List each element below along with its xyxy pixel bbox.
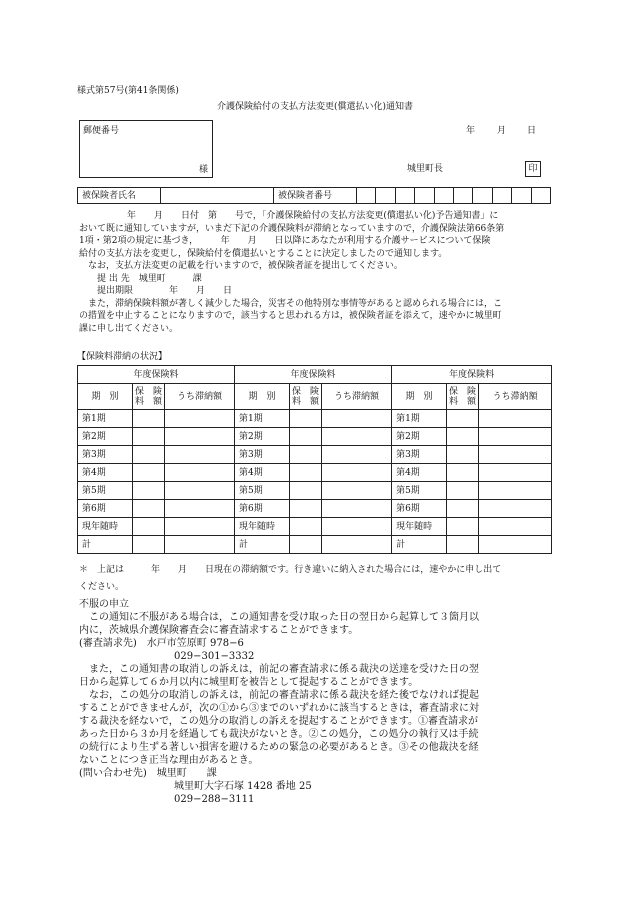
premium-cell xyxy=(133,536,165,554)
table-row xyxy=(78,536,552,554)
arrears-cell xyxy=(165,464,235,482)
premium-cell xyxy=(447,464,479,482)
premium-cell xyxy=(133,464,165,482)
appeal-line: 日から起算して６か月以内に城里町を被告として提起することができます。 xyxy=(79,677,419,688)
appeal-line: この通知に不服がある場合は，この通知書を受け取った日の翌日から起算して３箇月以 xyxy=(89,612,479,623)
col-premium-bottom: 料 額 xyxy=(449,396,477,407)
body-line: また，滞納保険料額が著しく減少した場合，災害その他特別な事情等があると認められる場合には，こ xyxy=(88,298,503,309)
table-row xyxy=(78,518,552,536)
col-premium xyxy=(447,384,479,410)
col-premium-top: 保 険 xyxy=(449,386,477,397)
note-line: ください。 xyxy=(79,581,125,592)
period-label: 第2期 xyxy=(392,428,447,446)
submit-to: 提 出 先 城里町 課 xyxy=(97,273,202,284)
insured-digit xyxy=(492,188,511,204)
col-premium-top: 保 険 xyxy=(292,386,320,397)
body-line: おいて既に通知していますが，いまだ下記の介護保険料が滞納となっていますので，介護保険法第66条第 xyxy=(79,223,505,234)
arrears-cell xyxy=(322,464,392,482)
arrears-cell xyxy=(322,446,392,464)
col-arrears: うち滞納額 xyxy=(165,384,235,410)
inquiry-label: (問い合わせ先) 城里町 課 xyxy=(79,768,217,779)
insured-table xyxy=(77,187,551,204)
premium-cell xyxy=(290,536,322,554)
appeal-destination: (審査請求先) 水戸市笠原町 978−6 xyxy=(79,638,244,649)
address-box xyxy=(79,120,213,178)
col-premium-top: 保 険 xyxy=(134,386,162,397)
arrears-cell xyxy=(322,536,392,554)
appeal-heading: 不服の申立 xyxy=(79,599,129,610)
insured-digit xyxy=(376,188,395,204)
document-title: 介護保険給付の支払方法変更(償還払い化)通知書 xyxy=(216,102,414,112)
arrears-cell xyxy=(165,500,235,518)
period-label: 計 xyxy=(78,536,133,554)
body-line: なお，支払方法変更の記載を行いますので，被保険者証を提出してください。 xyxy=(88,261,403,271)
note-text xyxy=(79,564,559,593)
premium-cell xyxy=(447,536,479,554)
arrears-cell xyxy=(322,482,392,500)
period-label: 第6期 xyxy=(392,500,447,518)
form-number: 様式第57号(第41条関係) xyxy=(77,86,179,96)
period-label: 第6期 xyxy=(78,500,133,518)
insured-digit xyxy=(512,188,531,204)
premium-cell xyxy=(290,464,322,482)
col-premium-bottom: 料 額 xyxy=(292,396,320,407)
arrears-cell xyxy=(322,518,392,536)
arrears-cell xyxy=(479,536,552,554)
table-row xyxy=(78,428,552,446)
appeal-section xyxy=(79,598,559,806)
appeal-line: する裁決を経ないで，この処分の取消しの訴えを提起することができます。①審査請求が xyxy=(79,716,478,727)
inquiry-address: 城里町大字石塚 1428 番地 25 xyxy=(174,781,312,792)
premium-cell xyxy=(133,518,165,536)
arrears-cell xyxy=(322,428,392,446)
inquiry-phone: 029−288−3111 xyxy=(174,794,255,805)
period-label: 第4期 xyxy=(392,464,447,482)
arrears-cell xyxy=(165,428,235,446)
body-line: 給付の支払方法を変更し，保険給付を償還払いとすることに決定しましたので通知します。 xyxy=(79,248,448,259)
year-header: 年度保険料 xyxy=(392,366,552,384)
insured-name-cell xyxy=(161,188,274,204)
year-header: 年度保険料 xyxy=(235,366,392,384)
premium-cell xyxy=(290,500,322,518)
status-title: 【保険料滞納の状況】 xyxy=(77,352,168,362)
appeal-line: 内に，茨城県介護保険審査会に審査請求することができます。 xyxy=(79,625,359,636)
appeal-line: ないことにつき正当な理由があるとき。 xyxy=(79,755,259,766)
insured-digit xyxy=(434,188,453,204)
premium-cell xyxy=(447,500,479,518)
sama-label: 様 xyxy=(198,164,208,175)
arrears-cell xyxy=(165,446,235,464)
table-row xyxy=(78,482,552,500)
arrears-cell xyxy=(165,536,235,554)
period-label: 第1期 xyxy=(78,410,133,428)
premium-cell xyxy=(133,428,165,446)
premium-cell xyxy=(133,500,165,518)
arrears-cell xyxy=(165,482,235,500)
premium-cell xyxy=(290,428,322,446)
insured-digit xyxy=(395,188,414,204)
period-label: 計 xyxy=(392,536,447,554)
arrears-cell xyxy=(322,410,392,428)
period-label: 第1期 xyxy=(235,410,290,428)
period-label: 第3期 xyxy=(392,446,447,464)
col-premium xyxy=(290,384,322,410)
col-premium xyxy=(133,384,165,410)
premium-cell xyxy=(133,482,165,500)
arrears-cell xyxy=(479,482,552,500)
col-arrears: うち滞納額 xyxy=(322,384,392,410)
period-label: 計 xyxy=(235,536,290,554)
arrears-cell xyxy=(479,464,552,482)
arrears-cell xyxy=(479,500,552,518)
period-label: 第6期 xyxy=(235,500,290,518)
period-label: 第2期 xyxy=(78,428,133,446)
premium-cell xyxy=(447,482,479,500)
body-line: の措置を中止することになりますので，該当すると思われる方は，被保険者証を添えて，速やかに城里町 xyxy=(79,311,502,321)
col-period: 期 別 xyxy=(78,384,133,410)
arrears-cell xyxy=(479,428,552,446)
postal-label: 郵便番号 xyxy=(83,126,120,136)
period-label: 第3期 xyxy=(78,446,133,464)
period-label: 第5期 xyxy=(392,482,447,500)
period-label: 第3期 xyxy=(235,446,290,464)
arrears-cell xyxy=(479,518,552,536)
arrears-status-table xyxy=(77,365,552,554)
insured-number-label: 被保険者番号 xyxy=(274,188,357,204)
body-line: 課に申し出てください。 xyxy=(79,323,179,334)
insured-digit xyxy=(357,188,376,204)
col-period: 期 別 xyxy=(392,384,447,410)
col-period: 期 別 xyxy=(235,384,290,410)
period-label: 第4期 xyxy=(78,464,133,482)
insured-name-label: 被保険者氏名 xyxy=(78,188,161,204)
arrears-cell xyxy=(165,518,235,536)
period-label: 現年随時 xyxy=(78,518,133,536)
premium-cell xyxy=(290,518,322,536)
period-label: 第4期 xyxy=(235,464,290,482)
period-label: 第2期 xyxy=(235,428,290,446)
insured-digit xyxy=(473,188,492,204)
appeal-line: の続行により生ずる著しい損害を避けるための緊急の必要があるとき。③その他裁決を経 xyxy=(79,742,479,753)
note-line: ＊ 上記は 年 月 日現在の滞納額です。行き違いに納入された場合には，速やかに申し出て xyxy=(79,565,502,575)
body-line: 1項・第2項の規定に基づき， 年 月 日以降にあなたが利用する介護サービスについて保険 xyxy=(79,236,491,246)
appeal-line: することができませんが，次の①から③までのいずれかに該当するときは，審査請求に対 xyxy=(79,703,479,714)
date-month: 月 xyxy=(497,126,507,136)
date-day: 日 xyxy=(527,126,537,136)
arrears-cell xyxy=(479,446,552,464)
col-arrears: うち滞納額 xyxy=(479,384,552,410)
insured-digit xyxy=(531,188,550,204)
insured-digit xyxy=(453,188,472,204)
period-label: 第5期 xyxy=(78,482,133,500)
table-row xyxy=(78,410,552,428)
insured-digit xyxy=(415,188,434,204)
body-line: 年 月 日付 第 号で，「介護保険給付の支払方法変更(償還払い化)予告通知書」に xyxy=(127,211,499,221)
arrears-cell xyxy=(479,410,552,428)
premium-cell xyxy=(290,446,322,464)
premium-cell xyxy=(447,428,479,446)
appeal-line: あった日から３か月を経過しても裁決がないとき。②この処分，この処分の執行又は手続 xyxy=(79,729,479,740)
premium-cell xyxy=(447,446,479,464)
submit-deadline: 提出期限 年 月 日 xyxy=(97,286,233,296)
period-label: 第5期 xyxy=(235,482,290,500)
table-row xyxy=(78,500,552,518)
year-header: 年度保険料 xyxy=(78,366,235,384)
premium-cell xyxy=(133,446,165,464)
date-year: 年 xyxy=(466,126,476,136)
table-row xyxy=(78,464,552,482)
seal-mark: 印 xyxy=(525,161,541,177)
appeal-line: また，この通知書の取消しの訴えは，前記の審査請求に係る裁決の送達を受けた日の翌 xyxy=(89,664,479,675)
premium-cell xyxy=(290,410,322,428)
table-row xyxy=(78,446,552,464)
period-label: 現年随時 xyxy=(235,518,290,536)
premium-cell xyxy=(133,410,165,428)
appeal-phone: 029−301−3332 xyxy=(174,651,255,662)
arrears-cell xyxy=(322,500,392,518)
mayor-label: 城里町長 xyxy=(407,164,444,174)
premium-cell xyxy=(447,518,479,536)
appeal-line: なお，この処分の取消しの訴えは，前記の審査請求に係る裁決を経た後でなければ提起 xyxy=(89,690,479,701)
period-label: 第1期 xyxy=(392,410,447,428)
premium-cell xyxy=(290,482,322,500)
body-text xyxy=(79,210,559,335)
period-label: 現年随時 xyxy=(392,518,447,536)
arrears-cell xyxy=(165,410,235,428)
premium-cell xyxy=(447,410,479,428)
col-premium-bottom: 料 額 xyxy=(134,396,162,407)
